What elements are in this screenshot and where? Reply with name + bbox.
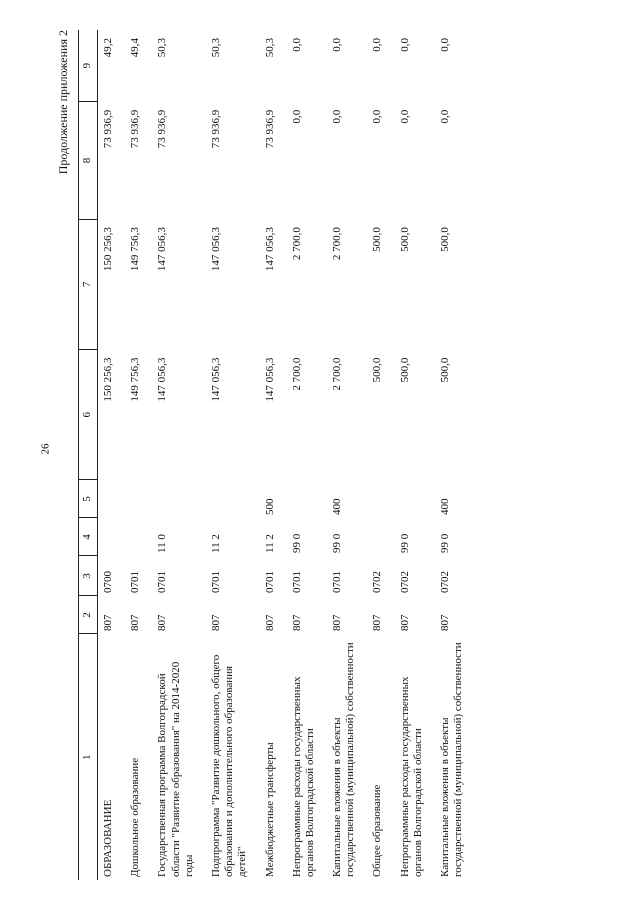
table-cell-c6: 149 756,3 [129, 357, 142, 402]
table-cell-c4: 99 0 [398, 533, 411, 553]
table-cell-c3: 0702 [371, 571, 384, 593]
table-row [327, 30, 367, 880]
col-header: 4 [79, 518, 98, 556]
table-cell-c8: 0,0 [371, 109, 384, 124]
table-cell-c9: 50,3 [263, 38, 276, 58]
table-cell-c5 [367, 480, 394, 518]
table-cell-c2: 807 [290, 614, 303, 631]
table-cell-c8: 73 936,9 [263, 109, 276, 149]
table-cell-name: Общее образование [371, 784, 384, 877]
table-cell-name: Капитальные вложения в объекты государственной (муниципальной) собственности [439, 642, 465, 877]
table-row [287, 30, 327, 880]
table-cell-c3: 0701 [156, 571, 169, 593]
table-cell-c3: 0700 [102, 571, 114, 593]
table-cell-c8: 0,0 [331, 109, 344, 124]
table-cell-c8: 0,0 [290, 109, 303, 124]
table-cell-c2: 807 [156, 614, 169, 631]
table-cell-c5 [287, 480, 327, 518]
table-cell-name: Капитальные вложения в объекты государственной (муниципальной) собственности [331, 642, 357, 877]
table-cell-c5 [98, 480, 126, 518]
table-cell-c7: 500,0 [371, 227, 384, 252]
table-cell-c6: 2 700,0 [290, 357, 303, 391]
table-cell-c3: 0701 [263, 571, 276, 593]
table-cell-c6: 147 056,3 [209, 357, 222, 402]
table-cell-c5 [152, 480, 206, 518]
table-cell-c8: 73 936,9 [156, 109, 169, 149]
table-cell-c2: 807 [129, 614, 142, 631]
table-cell-c4 [125, 518, 152, 556]
table-cell-c9: 0,0 [371, 38, 384, 52]
table-cell-c7: 500,0 [398, 227, 411, 252]
table-cell-c5 [395, 480, 435, 518]
col-header: 6 [79, 350, 98, 480]
rotated-page [56, 30, 601, 880]
table-cell-c7: 500,0 [439, 227, 451, 252]
table-cell-c3: 0702 [398, 571, 411, 593]
table-cell-c9: 0,0 [439, 38, 451, 52]
table-cell-c8: 0,0 [398, 109, 411, 124]
table-cell-c7: 2 700,0 [331, 227, 344, 261]
header-row [79, 30, 98, 880]
table-cell-c7: 2 700,0 [290, 227, 303, 261]
table-cell-c3: 0701 [129, 571, 142, 593]
table-cell-name: Дошкольное образование [129, 757, 142, 877]
table-cell-name: Непрограммные расходы государственных органов Волгоградской области [290, 676, 316, 877]
table-cell-c7: 149 756,3 [129, 227, 142, 272]
table-cell-c2: 807 [263, 614, 276, 631]
table-cell-c7: 150 256,3 [102, 227, 114, 272]
table-cell-c8: 73 936,9 [129, 109, 142, 149]
table-cell-c7: 147 056,3 [263, 227, 276, 272]
table-cell-c6: 150 256,3 [102, 357, 114, 402]
page-number: 26 [39, 443, 52, 455]
table-cell-c9: 0,0 [398, 38, 411, 52]
col-header: 3 [79, 556, 98, 596]
table-cell-c2: 807 [398, 614, 411, 631]
table-cell-c6: 500,0 [439, 357, 451, 383]
table-row [206, 30, 260, 880]
budget-table [78, 30, 475, 880]
col-header: 5 [79, 480, 98, 518]
table-cell-c5: 400 [331, 498, 344, 515]
table-cell-c2: 807 [371, 614, 384, 631]
table-cell-c8: 0,0 [439, 109, 451, 124]
table-cell-c8: 73 936,9 [209, 109, 222, 149]
table-cell-c9: 0,0 [290, 38, 303, 52]
table-cell-c7: 147 056,3 [156, 227, 169, 272]
table-cell-c9: 49,2 [102, 38, 114, 58]
table-cell-c6: 147 056,3 [156, 357, 169, 402]
table-cell-c4 [98, 518, 126, 556]
table-cell-c9: 0,0 [331, 38, 344, 52]
table-row [367, 30, 394, 880]
table-cell-c6: 147 056,3 [263, 357, 276, 402]
table-cell-c2: 807 [209, 614, 222, 631]
table-cell-name: Межбюджетные трансферты [263, 742, 276, 877]
table-cell-c5 [125, 480, 152, 518]
table-row [98, 30, 126, 880]
table-cell-c5: 500 [263, 498, 276, 515]
table-cell-c5: 400 [439, 498, 451, 515]
appendix-subtitle: Продолжение приложения 2 [56, 30, 70, 175]
table-cell-c3: 0701 [290, 571, 303, 593]
table-cell-c2: 807 [439, 614, 451, 631]
table-cell-c4: 99 0 [290, 533, 303, 553]
table-row [260, 30, 287, 880]
table-cell-c6: 500,0 [398, 357, 411, 383]
table-cell-c4: 99 0 [439, 533, 451, 553]
table-cell-c3: 0701 [331, 571, 344, 593]
table-cell-c4 [367, 518, 394, 556]
table-row [435, 30, 475, 880]
table-cell-c9: 50,3 [209, 38, 222, 58]
table-cell-c2: 807 [331, 614, 344, 631]
table-cell-c8: 73 936,9 [102, 109, 114, 149]
table-cell-c4: 11 2 [209, 534, 222, 553]
table-cell-name: ОБРАЗОВАНИЕ [102, 799, 114, 877]
table-cell-c4: 11 0 [156, 534, 169, 553]
table-cell-c4: 11 2 [263, 534, 276, 553]
col-header: 7 [79, 219, 98, 349]
table-cell-c6: 500,0 [371, 357, 384, 383]
col-header: 9 [79, 30, 98, 102]
col-header: 1 [79, 634, 98, 880]
table-cell-c3: 0702 [439, 571, 451, 593]
col-header: 8 [79, 102, 98, 219]
col-header: 2 [79, 596, 98, 634]
table-cell-name: Государственная программа Волгоградской области "Развитие образования" на 2014-2020 годы [156, 661, 195, 877]
table-cell-c5 [206, 480, 260, 518]
table-cell-name: Непрограммные расходы государственных органов Волгоградской области [398, 676, 424, 877]
table-cell-c3: 0701 [209, 571, 222, 593]
table-cell-c6: 2 700,0 [331, 357, 344, 391]
table-cell-c9: 50,3 [156, 38, 169, 58]
table-cell-name: Подпрограмма "Развитие дошкольного, общего образования и дополнительного образования детей" [209, 654, 249, 877]
table-cell-c2: 807 [102, 614, 114, 631]
table-cell-c7: 147 056,3 [209, 227, 222, 272]
table-cell-c9: 49,4 [129, 38, 142, 58]
table-row [152, 30, 206, 880]
table-cell-c4: 99 0 [331, 533, 344, 553]
table-row [125, 30, 152, 880]
table-row [395, 30, 435, 880]
